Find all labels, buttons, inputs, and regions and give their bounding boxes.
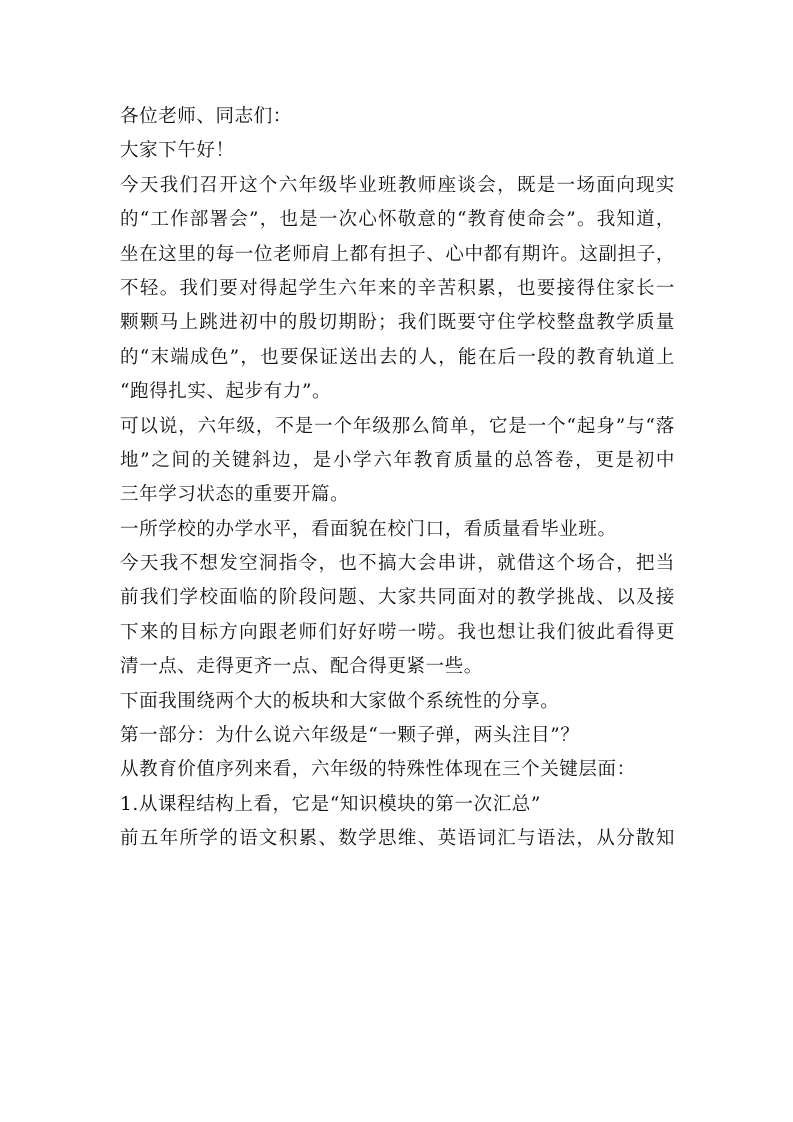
- text-line: 可以说，六年级，不是一个年级那么简单，它是一个“起身”与“落: [120, 415, 675, 437]
- text-line: 前五年所学的语文积累、数学思维、英语词汇与语法，从分散知: [120, 828, 675, 850]
- text-line: 下面我围绕两个大的板块和大家做个系统性的分享。: [120, 690, 560, 712]
- text-line: 颗颗马上跳进初中的殷切期盼；我们既要守住学校整盘教学质量: [120, 312, 675, 334]
- text-line: 一所学校的办学水平，看面貌在校门口，看质量看毕业班。: [120, 518, 617, 540]
- text-line: 从教育价值序列来看，六年级的特殊性体现在三个关键层面：: [120, 759, 636, 781]
- subsection-heading: 1.从课程结构上看，它是“知识模块的第一次汇总”: [120, 793, 541, 815]
- text-line: 前我们学校面临的阶段问题、大家共同面对的教学挑战、以及接: [120, 587, 675, 609]
- text-line: 不轻。我们要对得起学生六年来的辛苦积累，也要接得住家长一: [120, 277, 675, 299]
- salutation: 各位老师、同志们：: [120, 106, 292, 127]
- text-line: 今天我们召开这个六年级毕业班教师座谈会，既是一场面向现实: [120, 174, 675, 196]
- text-line: 坐在这里的每一位老师肩上都有担子、心中都有期许。这副担子，: [120, 243, 675, 265]
- greeting: 大家下午好！: [120, 140, 235, 162]
- text-line: 今天我不想发空洞指令，也不搞大会串讲，就借这个场合，把当: [120, 553, 675, 575]
- text-line: 下来的目标方向跟老师们好好唠一唠。我也想让我们彼此看得更: [120, 621, 675, 643]
- text-line: 地”之间的关键斜边，是小学六年教育质量的总答卷，更是初中: [120, 449, 675, 471]
- text-line: 的“工作部署会”，也是一次心怀敬意的“教育使命会”。我知道，: [120, 209, 675, 231]
- document-body: [120, 100, 675, 857]
- text-line: 三年学习状态的重要开篇。: [120, 484, 350, 506]
- text-line: “跑得扎实、起步有力”。: [120, 381, 332, 403]
- text-line: 的“末端成色”，也要保证送出去的人，能在后一段的教育轨道上: [120, 346, 675, 368]
- section-heading: 第一部分：为什么说六年级是“一颗子弹，两头注目”？: [120, 725, 580, 747]
- text-line: 清一点、走得更齐一点、配合得更紧一些。: [120, 656, 483, 678]
